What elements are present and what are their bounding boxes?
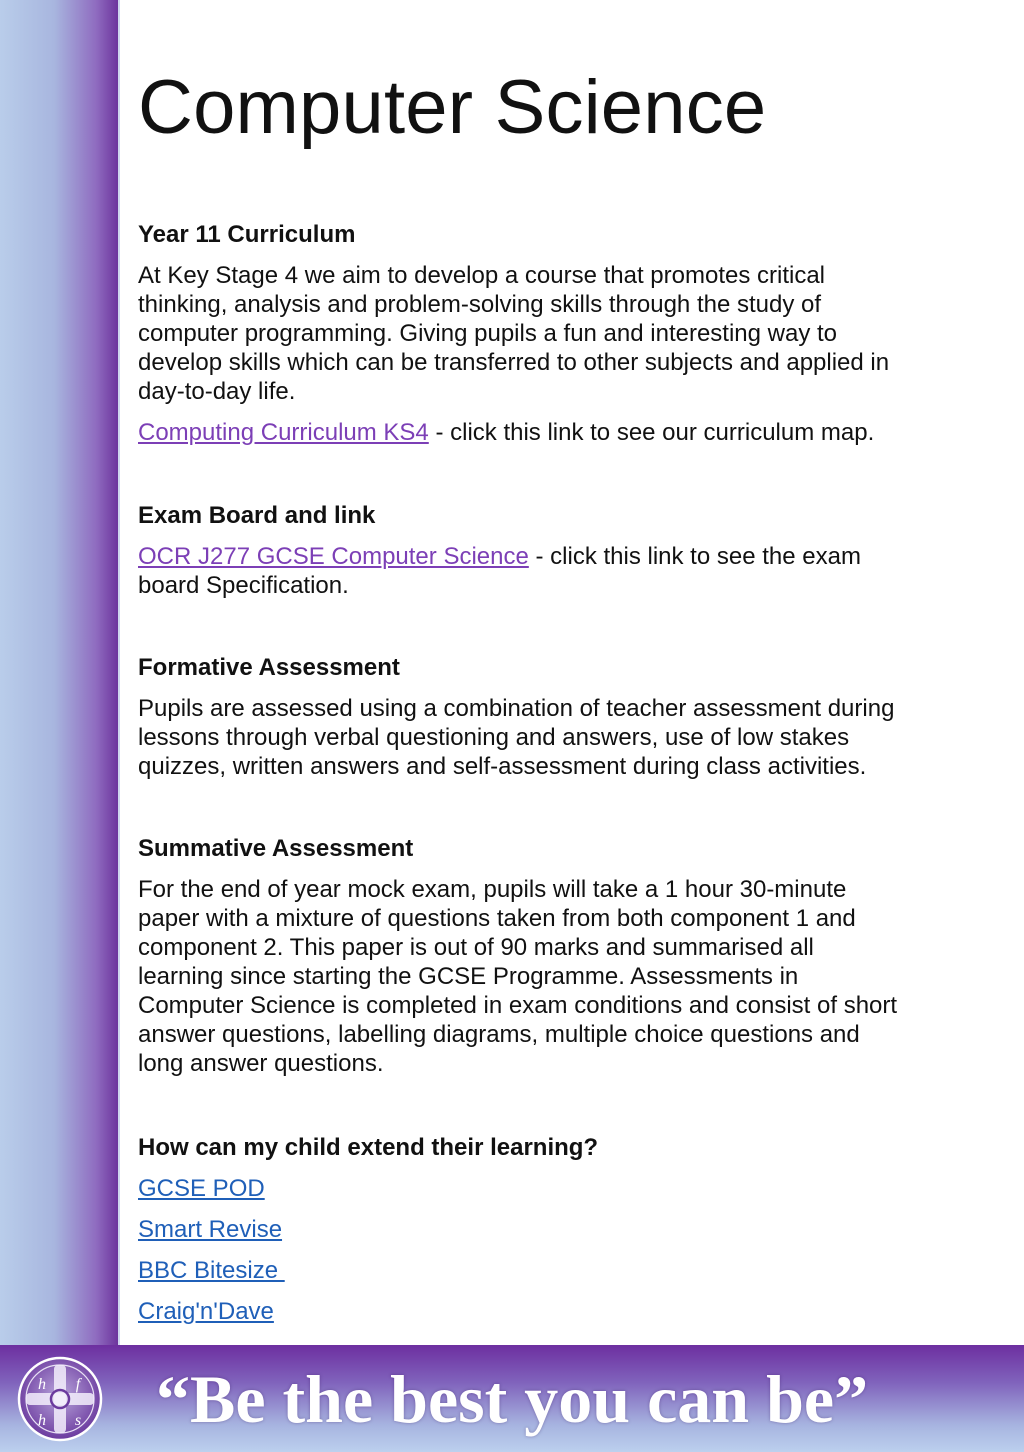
- smart-revise-link[interactable]: Smart Revise: [138, 1216, 283, 1243]
- summative-line: learning since starting the GCSE Programme. Assessments in: [138, 963, 799, 990]
- intro-line: day-to-day life.: [138, 378, 296, 405]
- summative-line: answer questions, labelling diagrams, multiple choice questions and: [138, 1021, 860, 1048]
- exam-board-link-suffix: - click this link to see the exam: [528, 543, 861, 570]
- craig-n-dave-link[interactable]: Craig'n'Dave: [138, 1298, 274, 1325]
- school-motto: “Be the best you can be”: [156, 1361, 869, 1437]
- curriculum-link-suffix: - click this link to see our curriculum map.: [428, 419, 875, 446]
- intro-line: At Key Stage 4 we aim to develop a course that promotes critical: [138, 262, 826, 289]
- section-extend-learning: [138, 1133, 998, 1338]
- section-heading: Summative Assessment: [138, 835, 414, 862]
- intro-line: thinking, analysis and problem-solving skills through the study of: [138, 291, 822, 318]
- intro-line: computer programming. Giving pupils a fun and interesting way to: [138, 320, 838, 347]
- ocr-j277-link[interactable]: OCR J277 GCSE Computer Science: [138, 543, 529, 570]
- section-formative-assessment: [138, 653, 998, 781]
- summative-line: long answer questions.: [138, 1050, 384, 1077]
- left-decorative-bar: [0, 0, 120, 1345]
- exam-board-link-line: [138, 542, 998, 571]
- summative-line: For the end of year mock exam, pupils will take a 1 hour 30-minute: [138, 876, 847, 903]
- section-year11-curriculum: [138, 220, 998, 447]
- section-heading: Exam Board and link: [138, 502, 376, 529]
- formative-line: quizzes, written answers and self-assessment during class activities.: [138, 753, 867, 780]
- gcse-pod-link[interactable]: GCSE POD: [138, 1175, 265, 1202]
- exam-board-line2: board Specification.: [138, 572, 349, 599]
- crest-letter: h: [38, 1376, 46, 1393]
- section-heading: Year 11 Curriculum: [138, 221, 356, 248]
- formative-line: Pupils are assessed using a combination of teacher assessment during: [138, 695, 895, 722]
- summative-line: paper with a mixture of questions taken from both component 1 and: [138, 905, 856, 932]
- crest-letter: f: [75, 1376, 81, 1393]
- page-title: Computer Science: [138, 65, 767, 150]
- bbc-bitesize-link[interactable]: BBC Bitesize: [138, 1257, 285, 1284]
- summative-line: Computer Science is completed in exam conditions and consist of short: [138, 992, 898, 1019]
- summative-line: component 2. This paper is out of 90 marks and summarised all: [138, 934, 814, 961]
- section-summative-assessment: [138, 834, 998, 1078]
- computing-curriculum-ks4-link[interactable]: Computing Curriculum KS4: [138, 419, 429, 446]
- school-crest-icon: [16, 1355, 104, 1443]
- section-exam-board: [138, 501, 998, 600]
- crest-letter: s: [74, 1412, 82, 1429]
- section-heading: How can my child extend their learning?: [138, 1134, 599, 1161]
- formative-line: lessons through verbal questioning and answers, use of low stakes: [138, 724, 850, 751]
- section-heading: Formative Assessment: [138, 654, 400, 681]
- crest-letter: h: [38, 1412, 46, 1429]
- footer-band: [0, 1345, 1024, 1452]
- intro-line: develop skills which can be transferred to other subjects and applied in: [138, 349, 890, 376]
- curriculum-link-line: [138, 418, 998, 447]
